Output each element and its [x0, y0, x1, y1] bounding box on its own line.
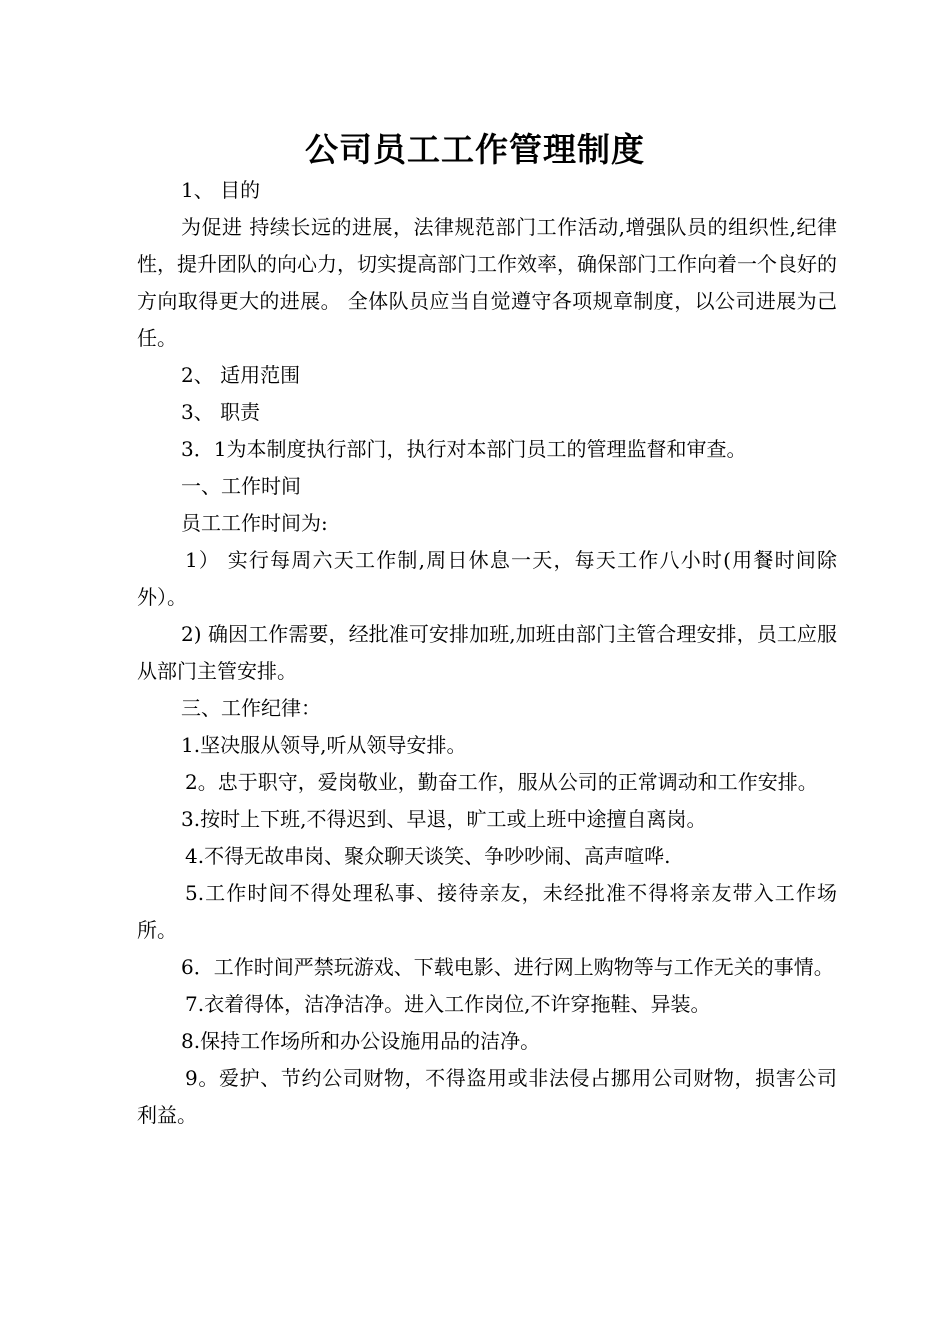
paragraph-work-time-intro: 员工工作时间为:	[181, 511, 328, 535]
paragraph-duties: 3．1为本制度执行部门，执行对本部门员工的管理监督和审查。	[181, 437, 747, 461]
list-item-discipline-2: 2。忠于职守，爱岗敬业，勤奋工作，服从公司的正常调动和工作安排。	[185, 770, 818, 794]
list-item-discipline-5: 5.工作时间不得处理私事、接待亲友，未经批准不得将亲友带入工作场所。	[137, 881, 837, 942]
list-item-discipline-8: 8.保持工作场所和办公设施用品的洁净。	[181, 1029, 541, 1053]
list-item-discipline-7: 7.衣着得体，洁净洁净。进入工作岗位,不许穿拖鞋、异装。	[185, 992, 711, 1016]
section-heading-purpose: 1、 目的	[181, 178, 261, 202]
section-heading-discipline: 三、工作纪律：	[181, 696, 321, 720]
list-item-discipline-1: 1.坚决服从领导,听从领导安排。	[181, 733, 467, 757]
list-item-discipline-9: 9。爱护、节约公司财物，不得盗用或非法侵占挪用公司财物，损害公司利益。	[137, 1066, 837, 1127]
document-title: 公司员工工作管理制度	[305, 130, 645, 169]
section-heading-work-time: 一、工作时间	[181, 474, 301, 498]
document-body	[137, 172, 837, 1134]
list-item-work-time-1: 1） 实行每周六天工作制,周日休息一天，每天工作八小时(用餐时间除外）。	[137, 548, 837, 609]
paragraph-purpose: 为促进 持续长远的进展，法律规范部门工作活动,增强队员的组织性,纪律性，提升团队的向心力，切实提高部门工作效率，确保部门工作向着一个良好的方向取得更大的进展。 全体队员应当自觉遵守各项规章制度，以公司进展为己任。	[137, 215, 837, 350]
section-heading-duties: 3、 职责	[181, 400, 261, 424]
list-item-discipline-6: 6．工作时间严禁玩游戏、下载电影、进行网上购物等与工作无关的事情。	[181, 955, 834, 979]
list-item-discipline-4: 4.不得无故串岗、聚众聊天谈笑、争吵吵闹、高声喧哗.	[185, 844, 671, 868]
list-item-work-time-2: 2) 确因工作需要，经批准可安排加班,加班由部门主管合理安排，员工应服从部门主管安排。	[137, 622, 837, 683]
section-heading-scope: 2、 适用范围	[181, 363, 301, 387]
list-item-discipline-3: 3.按时上下班,不得迟到、早退，旷工或上班中途擅自离岗。	[181, 807, 707, 831]
